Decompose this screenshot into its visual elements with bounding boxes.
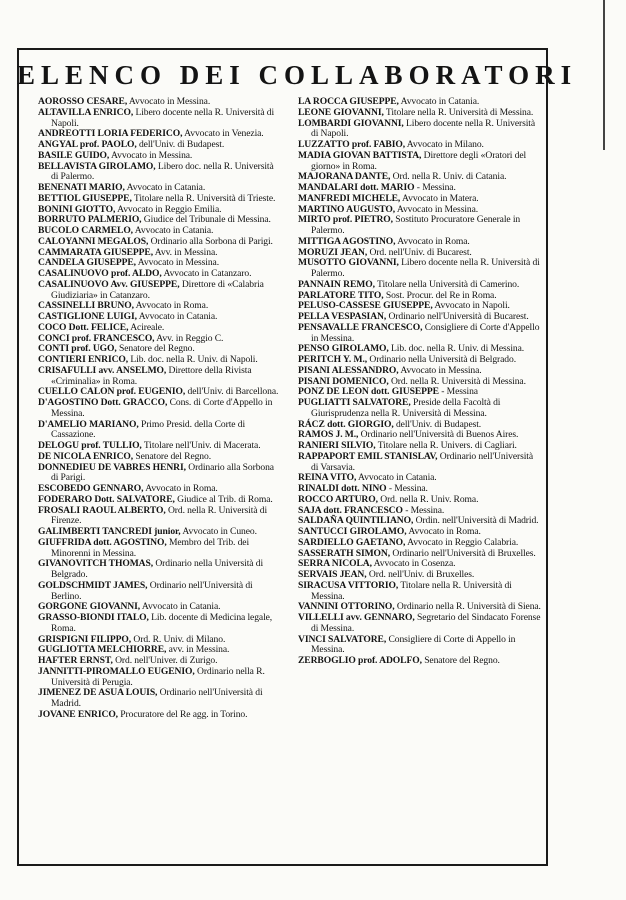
collaborator-description: Ordinario nell'Università di Bruxelles. bbox=[392, 547, 536, 559]
collaborator-name: MORUZI JEAN, bbox=[298, 246, 368, 258]
collaborator-description: Avvocato in Roma. bbox=[145, 483, 218, 494]
collaborator-name: BASILE GUIDO, bbox=[38, 149, 110, 161]
collaborator-entry bbox=[38, 559, 282, 581]
collaborator-name: GIUFFRIDA dott. AGOSTINO, bbox=[38, 536, 167, 548]
collaborator-entry bbox=[38, 420, 282, 442]
collaborator-name: PERITCH Y. M., bbox=[298, 354, 368, 365]
collaborator-name: SAJA dott. FRANCESCO bbox=[298, 504, 403, 516]
collaborator-description: - Messina. bbox=[416, 182, 456, 193]
collaborator-name: VANNINI OTTORINO, bbox=[298, 601, 395, 613]
collaborator-description: Avvocato in Catanzaro. bbox=[163, 268, 252, 279]
collaborator-name: SERRA NICOLA, bbox=[298, 558, 372, 570]
collaborator-name: HAFTER ERNST, bbox=[38, 655, 113, 666]
collaborator-entry bbox=[298, 452, 542, 474]
collaborator-name: SERVAIS JEAN, bbox=[298, 569, 367, 580]
collaborator-description: Ord. nella R. Università di Messina. bbox=[390, 375, 526, 387]
collaborator-description: Avvocato in Napoli. bbox=[434, 300, 510, 312]
collaborator-name: CUELLO CALON prof. EUGENIO, bbox=[38, 386, 186, 398]
collaborator-description: Lib. doc. nella R. Univ. di Messina. bbox=[391, 343, 525, 355]
collaborator-description: Avvocato in Venezia. bbox=[184, 128, 264, 140]
collaborator-description: Titolare nella R. Università di Trieste. bbox=[133, 192, 276, 204]
collaborator-name: PENSO GIROLAMO, bbox=[298, 343, 389, 355]
collaborator-description: Avvocato in Cosenza. bbox=[373, 558, 456, 570]
collaborator-entry bbox=[298, 398, 542, 420]
collaborator-description: Direttore della Rivista «Criminalia» in Roma. bbox=[51, 364, 252, 387]
collaborator-description: Avvocato in Catania. bbox=[358, 472, 437, 484]
collaborator-name: MAJORANA DANTE, bbox=[298, 171, 391, 183]
collaborator-description: Direttore di «Calabria Giudiziaria» in Catanzaro. bbox=[51, 278, 264, 301]
collaborator-description: Giudice del Tribunale di Messina. bbox=[143, 214, 271, 226]
collaborator-name: CASSINELLI BRUNO, bbox=[38, 300, 134, 312]
collaborator-description: Titolare nell'Univ. di Macerata. bbox=[143, 440, 261, 451]
collaborator-entry bbox=[298, 215, 542, 237]
collaborator-description: Avvocato in Cuneo. bbox=[182, 526, 257, 537]
collaborator-name: RAPPAPORT EMIL STANISLAV, bbox=[298, 450, 438, 462]
collaborator-name: MANFREDI MICHELE, bbox=[298, 192, 401, 204]
collaborator-description: Primo Presid. della Corte di Cassazione. bbox=[51, 418, 246, 441]
collaborator-name: CONTIERI ENRICO, bbox=[38, 354, 129, 365]
collaborator-name: CONTI prof. UGO, bbox=[38, 343, 117, 355]
collaborator-entry bbox=[38, 463, 282, 485]
collaborator-name: PELLA VESPASIAN, bbox=[298, 311, 387, 322]
collaborator-name: JANNITTI-PIROMALLO EUGENIO, bbox=[38, 665, 195, 677]
collaborator-name: D'AGOSTINO Dott. GRACCO, bbox=[38, 397, 168, 408]
collaborator-name: LOMBARDI GIOVANNI, bbox=[298, 117, 404, 129]
collaborator-name: DELOGU prof. TULLIO, bbox=[38, 440, 142, 451]
collaborator-name: GUGLIOTTA MELCHIORRE, bbox=[38, 644, 167, 656]
collaborator-description: Senatore del Regno. bbox=[135, 450, 212, 462]
collaborator-name: DONNEDIEU DE VABRES HENRI, bbox=[38, 461, 186, 473]
collaborator-entry bbox=[298, 258, 542, 280]
collaborator-name: CASTIGLIONE LUIGI, bbox=[38, 311, 137, 322]
collaborator-name: SARDIELLO GAETANO, bbox=[298, 536, 406, 548]
collaborator-entry bbox=[38, 710, 282, 721]
collaborator-description: Ord. R. Univ. di Milano. bbox=[133, 633, 226, 645]
collaborator-description: Ordinario nella Università di Belgrado. bbox=[51, 558, 264, 580]
collaborator-name: GIVANOVITCH THOMAS, bbox=[38, 558, 154, 570]
collaborator-description: Acireale. bbox=[130, 321, 165, 333]
collaborator-description: Lib. docente di Medicina legale, Roma. bbox=[51, 612, 273, 634]
collaborator-description: Ordinario nella Università di Belgrado. bbox=[369, 354, 517, 365]
collaborator-entry bbox=[38, 280, 282, 302]
collaborator-description: Ordinario alla Sorbona di Parigi. bbox=[51, 461, 274, 484]
collaborator-description: Direttore degli «Oratori del giorno» in Roma. bbox=[311, 149, 527, 172]
collaborator-description: Titolare nella R. Univers. di Cagliari. bbox=[377, 440, 517, 451]
collaborator-name: PANNAIN REMO, bbox=[298, 278, 375, 290]
collaborator-description: Lib. doc. nella R. Univ. di Napoli. bbox=[130, 354, 258, 365]
collaborator-name: GALIMBERTI TANCREDI junior, bbox=[38, 526, 181, 537]
collaborator-description: Avvocato in Reggio Calabria. bbox=[407, 536, 519, 548]
collaborator-name: PARLATORE TITO, bbox=[298, 289, 384, 301]
collaborator-name: BONINI GIOTTO, bbox=[38, 203, 116, 215]
collaborator-name: SANTUCCI GIROLAMO, bbox=[298, 526, 407, 537]
collaborator-name: JOVANE ENRICO, bbox=[38, 708, 118, 720]
collaborator-name: MUSOTTO GIOVANNI, bbox=[298, 257, 399, 269]
collaborator-name: ROCCO ARTURO, bbox=[298, 493, 378, 505]
collaborator-description: Ord. nella R. Univ. Roma. bbox=[380, 493, 479, 505]
collaborator-description: Titolare nella Università di Camerino. bbox=[377, 278, 520, 290]
collaborator-name: ANGYAL prof. PAOLO, bbox=[38, 139, 137, 150]
collaborator-name: CASALINUOVO Avv. GIUSEPPE, bbox=[38, 278, 180, 290]
collaborator-name: BORRUTO PALMERIO, bbox=[38, 214, 142, 226]
collaborator-entry bbox=[38, 667, 282, 689]
collaborator-entry bbox=[38, 108, 282, 130]
collaborator-name: SASSERATH SIMON, bbox=[298, 547, 391, 559]
collaborator-description: Ordinario nell'Università di Varsavia. bbox=[311, 450, 534, 473]
collaborator-description: Senatore del Regno. bbox=[119, 343, 195, 355]
collaborator-description: Avvocato in Messina. bbox=[111, 149, 193, 161]
collaborator-name: DE NICOLA ENRICO, bbox=[38, 450, 134, 462]
collaborator-name: PENSAVALLE FRANCESCO, bbox=[298, 321, 423, 333]
collaborator-description: Titolare nella R. Università di Messina. bbox=[311, 579, 512, 602]
collaborator-description: Giudice al Trib. di Roma. bbox=[177, 493, 273, 505]
collaborator-name: ALTAVILLA ENRICO, bbox=[38, 106, 134, 118]
collaborator-name: CASALINUOVO prof. ALDO, bbox=[38, 268, 162, 279]
collaborator-description: Ordin. nell'Università di Madrid. bbox=[415, 515, 539, 527]
collaborator-description: Ordinario nella R. Università di Siena. bbox=[396, 601, 541, 613]
collaborator-name: VILLELLI avv. GENNARO, bbox=[298, 612, 415, 623]
collaborator-name: PELUSO-CASSESE GIUSEPPE, bbox=[298, 300, 433, 312]
collaborator-name: FROSALI RAOUL ALBERTO, bbox=[38, 504, 166, 516]
collaborator-name: FODERARO Dott. SALVATORE, bbox=[38, 493, 175, 505]
collaborator-name: CRISAFULLI avv. ANSELMO, bbox=[38, 364, 167, 376]
collaborator-name: CAMMARATA GIUSEPPE, bbox=[38, 246, 153, 258]
collaborator-description: Ord. nell'Univer. di Zurigo. bbox=[115, 655, 218, 666]
collaborator-entry bbox=[298, 151, 542, 173]
collaborator-description: Ord. nell'Univ. di Bruxelles. bbox=[368, 569, 475, 580]
collaborator-description: Ord. nell'Univ. di Bucarest. bbox=[369, 246, 472, 258]
collaborator-name: RÁCZ dott. GIORGIO, bbox=[298, 418, 394, 430]
collaborator-name: SIRACUSA VITTORIO, bbox=[298, 579, 399, 591]
collaborator-name: RINALDI dott. NINO bbox=[298, 483, 387, 494]
collaborator-description: Consigliere di Corte d'Appello in Messina. bbox=[311, 321, 540, 344]
collaborator-name: COCO Dott. FELICE, bbox=[38, 321, 129, 333]
collaborator-name: ZERBOGLIO prof. ADOLFO, bbox=[298, 655, 422, 666]
collaborator-description: Senatore del Regno. bbox=[424, 655, 500, 666]
collaborator-name: VINCI SALVATORE, bbox=[298, 633, 387, 645]
collaborator-description: Avv. in Reggio C. bbox=[156, 332, 224, 344]
collaborator-entry bbox=[298, 119, 542, 141]
collaborator-description: Libero doc. nella R. Università di Palermo. bbox=[51, 160, 274, 183]
collaborator-name: SALDAÑA QUINTILIANO, bbox=[298, 515, 414, 527]
collaborator-name: PUGLIATTI SALVATORE, bbox=[298, 397, 411, 408]
collaborator-description: - Messina. bbox=[405, 504, 445, 516]
collaborator-description: Sostituto Procuratore Generale in Palermo. bbox=[311, 214, 521, 236]
collaborator-entry bbox=[38, 398, 282, 420]
collaborator-description: Libero docente nella R. Università di Napoli. bbox=[51, 106, 275, 129]
collaborator-description: Ordinario nell'Università di Bucarest. bbox=[388, 311, 529, 322]
collaborator-description: Avvocato in Milano. bbox=[406, 139, 484, 150]
collaborator-name: BUCOLO CARMELO, bbox=[38, 225, 133, 236]
collaborator-description: Preside della Facoltà di Giurisprudenza nella R. Università di Messina. bbox=[311, 397, 501, 419]
collaborator-name: AOROSSO CESARE, bbox=[38, 96, 128, 107]
collaborator-name: LEONE GIOVANNI, bbox=[298, 106, 384, 118]
collaborator-entry bbox=[38, 613, 282, 635]
binding-edge bbox=[603, 0, 605, 150]
collaborator-name: GORGONE GIOVANNI, bbox=[38, 601, 141, 613]
collaborator-name: RAMOS J. M., bbox=[298, 429, 359, 441]
collaborator-description: Avvocato in Reggio Emilia. bbox=[117, 203, 222, 215]
collaborator-name: ESCOBEDO GENNARO, bbox=[38, 483, 144, 494]
collaborator-name: REINA VITO, bbox=[298, 472, 357, 484]
collaborator-description: Ordinario nell'Università di Berlino. bbox=[51, 579, 253, 602]
collaborator-entry bbox=[38, 162, 282, 184]
collaborator-description: Ordinario nell'Università di Buenos Aires. bbox=[360, 429, 519, 441]
collaborator-entry bbox=[298, 323, 542, 345]
collaborator-entry bbox=[298, 613, 542, 635]
collaborator-description: Ordinario nell'Università di Madrid. bbox=[51, 687, 263, 709]
collaborator-description: avv. in Messina. bbox=[168, 644, 230, 656]
collaborator-description: Ordinario alla Sorbona di Parigi. bbox=[150, 235, 273, 247]
collaborator-name: CONCI prof. FRANCESCO, bbox=[38, 332, 155, 344]
collaborator-name: GRASSO-BIONDI ITALO, bbox=[38, 612, 149, 623]
collaborator-description: Titolare nella R. Università di Messina. bbox=[385, 106, 534, 118]
collaborator-description: Avvocato in Catania. bbox=[134, 225, 214, 236]
collaborator-description: Ordinario nella R. Università di Perugia. bbox=[51, 665, 265, 688]
collaborator-name: LUZZATTO prof. FABIO, bbox=[298, 139, 406, 150]
collaborator-name: BETTIOL GIUSEPPE, bbox=[38, 192, 132, 204]
collaborator-description: Avvocato in Catania. bbox=[126, 182, 206, 193]
collaborator-entry bbox=[298, 581, 542, 603]
collaborator-description: Avvocato in Messina. bbox=[400, 364, 482, 376]
collaborator-description: Cons. di Corte d'Appello in Messina. bbox=[51, 397, 273, 419]
collaborator-description: Libero docente nella R. Università di Napoli. bbox=[311, 117, 536, 140]
collaborator-entry bbox=[38, 688, 282, 710]
collaborator-name: PISANI DOMENICO, bbox=[298, 375, 389, 387]
collaborator-name: MARTINO AUGUSTO, bbox=[298, 203, 396, 215]
collaborator-entry bbox=[298, 656, 542, 667]
collaborator-name: D'AMELIO MARIANO, bbox=[38, 418, 139, 430]
page-title: ELENCO DEI COLLABORATORI bbox=[17, 60, 578, 90]
collaborator-description: dell'Univ. di Budapest. bbox=[138, 139, 225, 150]
collaborator-description: Consigliere di Corte di Appello in Messina. bbox=[311, 633, 516, 656]
collaborator-description: Avvocato in Roma. bbox=[408, 526, 481, 537]
collaborator-description: Avvocato in Roma. bbox=[397, 235, 470, 247]
collaborator-name: GOLDSCHMIDT JAMES, bbox=[38, 579, 148, 591]
collaborator-description: Avvocato in Messina. bbox=[396, 203, 479, 215]
collaborator-description: Ord. nella R. Università di Firenze. bbox=[51, 504, 268, 527]
collaborator-name: PONZ DE LEON dott. GIUSEPPE bbox=[298, 386, 439, 398]
collaborator-name: CANDELA GIUSEPPE, bbox=[38, 257, 136, 269]
collaborator-name: RANIERI SILVIO, bbox=[298, 440, 376, 451]
collaborator-name: BENENATI MARIO, bbox=[38, 182, 125, 193]
collaborator-name: LA ROCCA GIUSEPPE, bbox=[298, 96, 399, 107]
collaborator-name: MANDALARI dott. MARIO bbox=[298, 182, 415, 193]
collaborator-description: Avvocato in Catania. bbox=[400, 96, 480, 107]
collaborator-entry bbox=[38, 366, 282, 388]
collaborator-entry bbox=[38, 506, 282, 528]
collaborator-description: - Messina bbox=[441, 386, 478, 398]
collaborator-name: MIRTO prof. PIETRO, bbox=[298, 214, 393, 226]
collaborator-name: MITTIGA AGOSTINO, bbox=[298, 235, 396, 247]
collaborator-description: Avvocato in Messina. bbox=[137, 257, 220, 269]
collaborator-entry bbox=[38, 538, 282, 560]
collaborator-name: BELLAVISTA GIROLAMO, bbox=[38, 160, 156, 172]
collaborator-name: GRISPIGNI FILIPPO, bbox=[38, 633, 132, 645]
collaborator-description: Avvocato in Messina. bbox=[128, 96, 211, 107]
collaborator-description: Avvocato in Catania. bbox=[138, 311, 218, 322]
collaborator-name: MADIA GIOVAN BATTISTA, bbox=[298, 149, 422, 161]
collaborator-name: CALOYANNI MEGALOS, bbox=[38, 235, 149, 247]
collaborator-description: - Messina. bbox=[388, 483, 428, 494]
collaborator-description: dell'Univ. di Budapest. bbox=[395, 418, 482, 430]
collaborator-description: Segretario del Sindacato Forense di Messina. bbox=[311, 612, 541, 634]
collaborator-entry bbox=[298, 635, 542, 657]
collaborator-description: dell'Univ. di Barcellona. bbox=[187, 386, 279, 398]
collaborator-description: Membro del Trib. dei Minorenni in Messina. bbox=[51, 536, 250, 559]
collaborator-description: Avv. in Messina. bbox=[154, 246, 218, 258]
collaborator-name: JIMENEZ DE ASUA LOUIS, bbox=[38, 687, 158, 699]
collaborator-description: Ord. nella R. Univ. di Catania. bbox=[392, 171, 507, 183]
right-column bbox=[298, 97, 542, 667]
collaborator-name: PISANI ALESSANDRO, bbox=[298, 364, 399, 376]
collaborator-entry bbox=[38, 581, 282, 603]
collaborator-name: ANDREOTTI LORIA FEDERICO, bbox=[38, 128, 183, 140]
collaborator-description: Procuratore del Re agg. in Torino. bbox=[120, 708, 248, 720]
collaborator-description: Libero docente nella R. Università di Palermo. bbox=[311, 257, 540, 279]
collaborator-description: Avvocato in Catania. bbox=[141, 601, 221, 613]
left-column bbox=[38, 97, 282, 721]
collaborator-description: Avvocato in Roma. bbox=[135, 300, 209, 312]
collaborator-description: Avvocato in Matera. bbox=[402, 192, 479, 204]
collaborator-description: Sost. Procur. del Re in Roma. bbox=[385, 289, 497, 301]
